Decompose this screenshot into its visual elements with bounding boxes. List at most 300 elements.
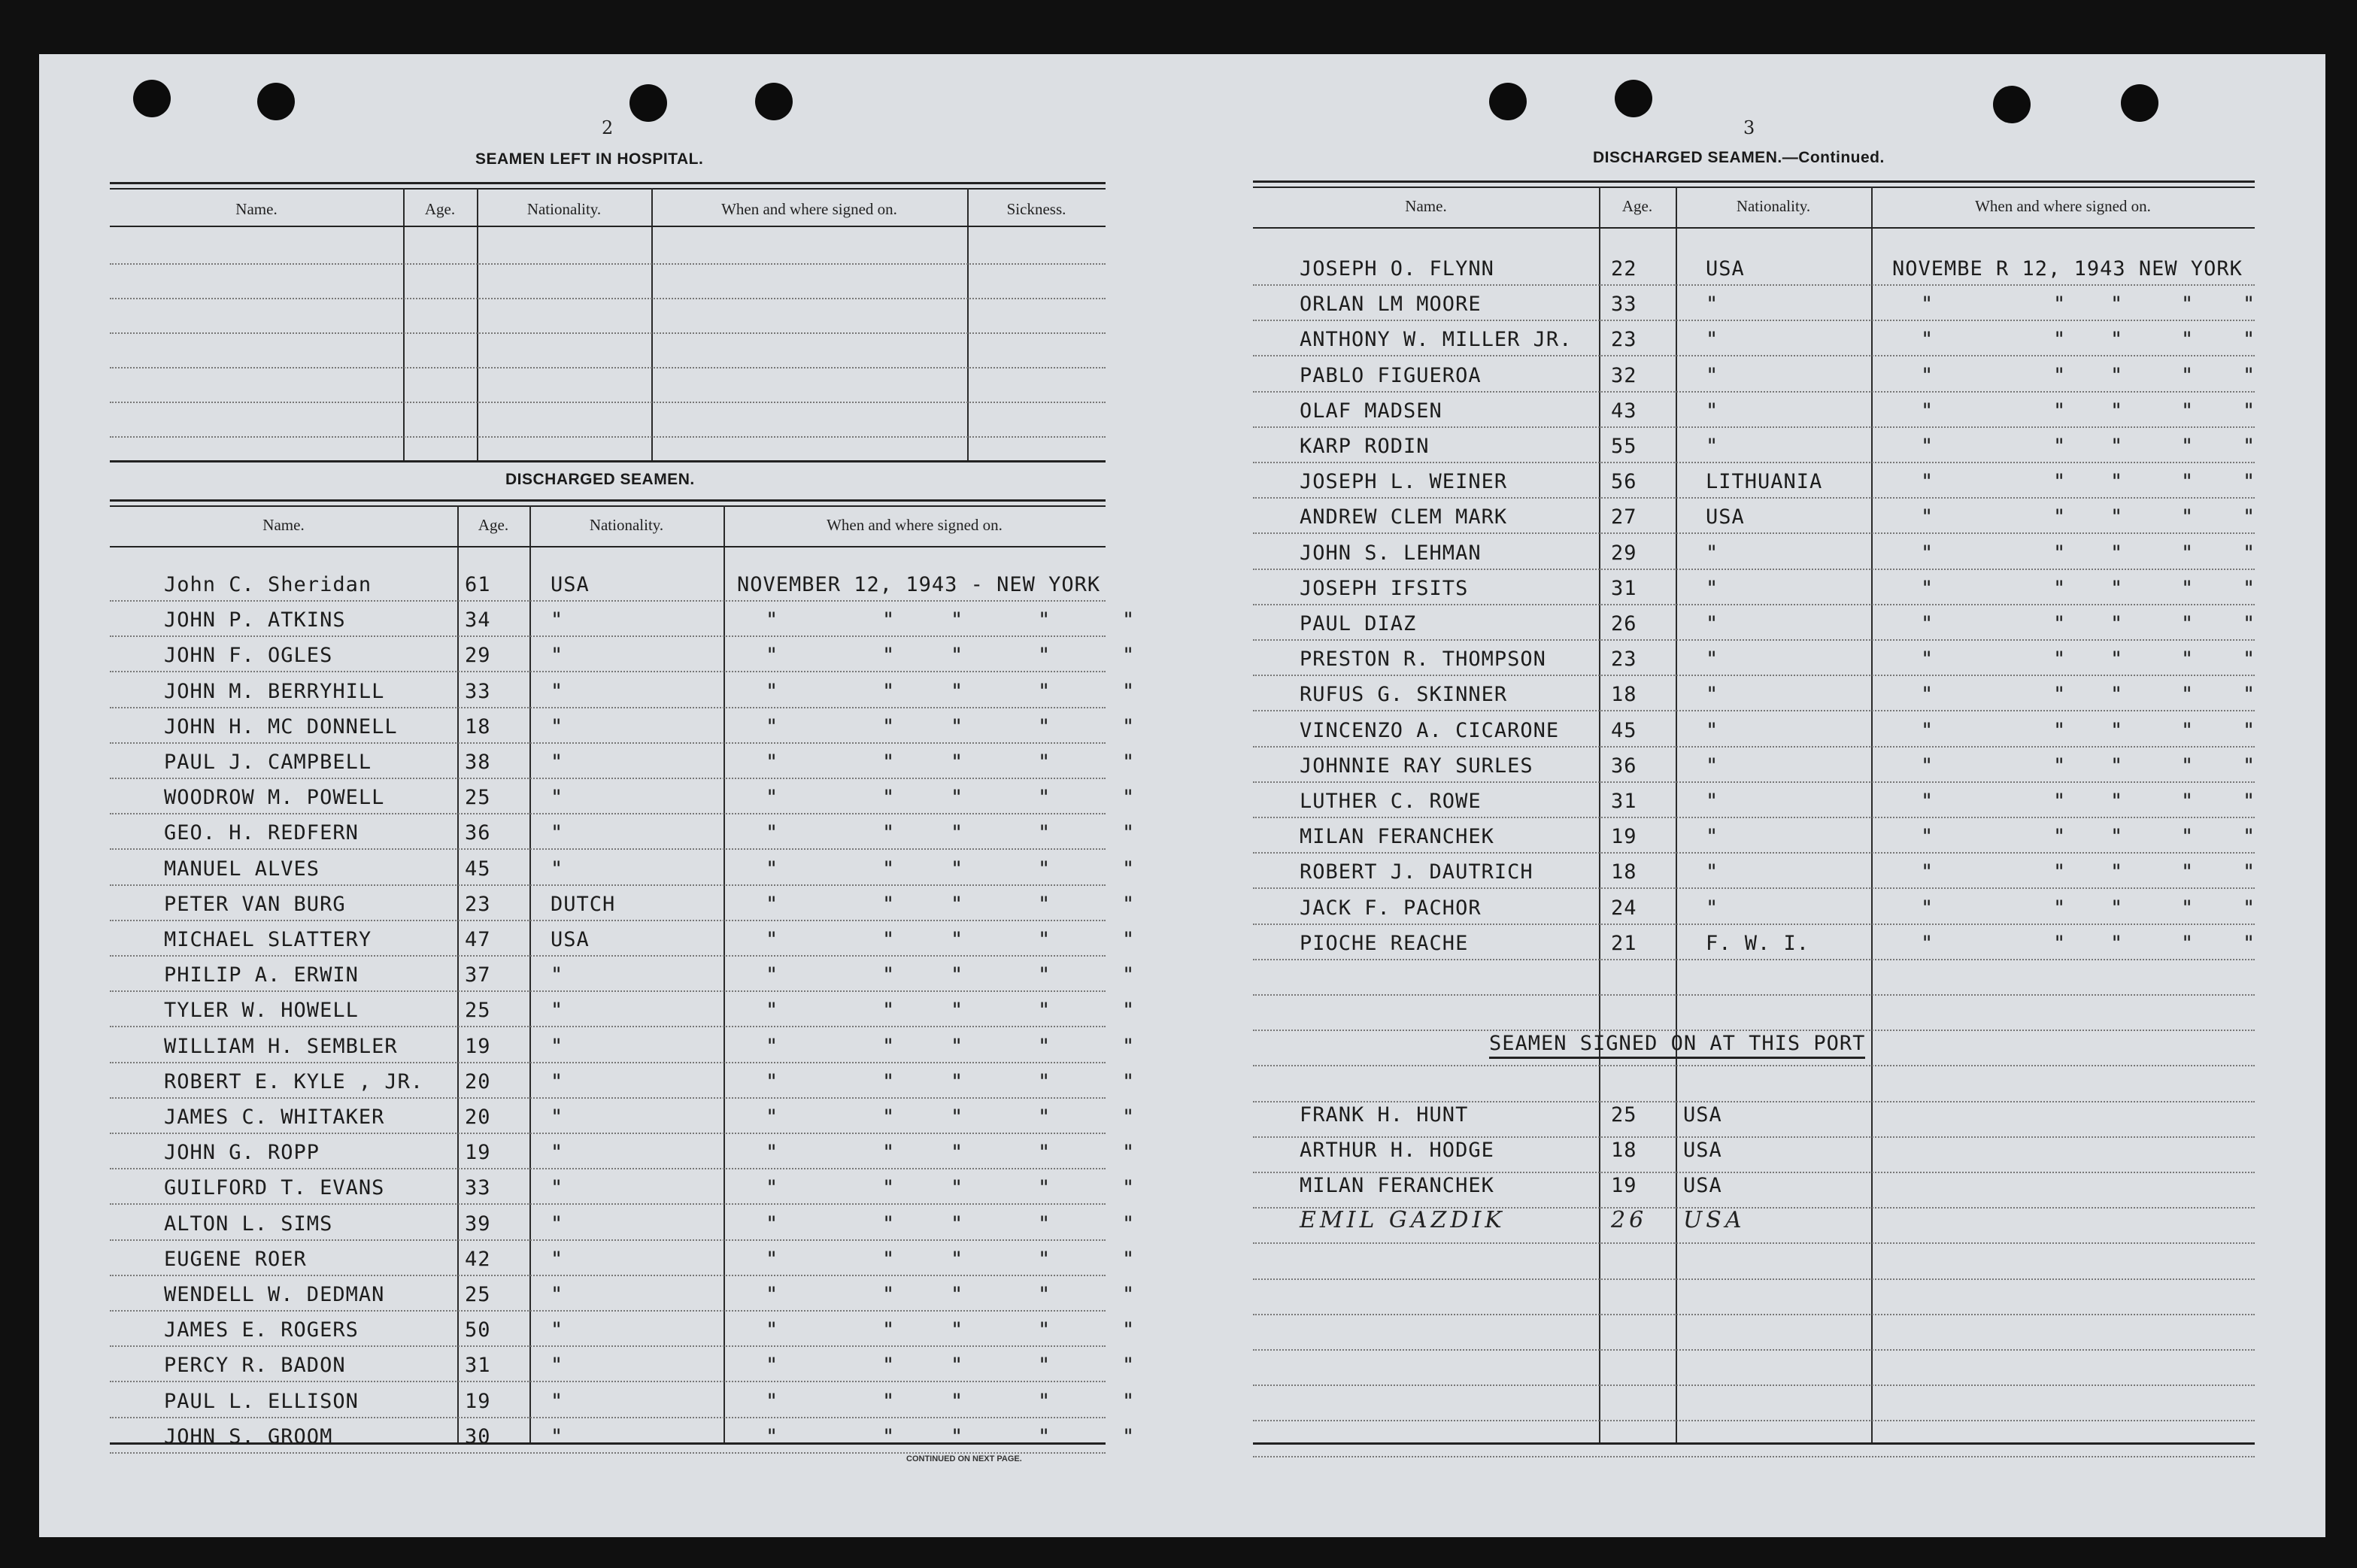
seaman-nationality: LITHUANIA (1706, 470, 1823, 494)
seaman-name: ROBERT J. DAUTRICH (1300, 860, 1533, 884)
seaman-nationality: USA (551, 573, 590, 596)
seaman-name: JOHN P. ATKINS (164, 608, 346, 632)
seaman-name: TYLER W. HOWELL (164, 999, 359, 1023)
ruled-line (110, 436, 1106, 438)
seaman-name: JAMES E. ROGERS (164, 1318, 359, 1342)
seaman-nationality: " (1706, 576, 1719, 600)
ditto-mark: " (766, 1212, 779, 1236)
seaman-nationality: " (1706, 790, 1719, 813)
seaman-age: 38 (465, 751, 491, 774)
seaman-name: GUILFORD T. EVANS (164, 1176, 385, 1200)
ruled-line (110, 1133, 1106, 1134)
ditto-mark: " (2110, 754, 2124, 778)
ruled-line (1253, 320, 2255, 321)
seaman-nationality: " (551, 1141, 564, 1165)
seaman-age: 18 (465, 714, 491, 739)
signed-on-nationality: USA (1683, 1103, 1722, 1127)
seaman-name: WILLIAM H. SEMBLER (164, 1034, 398, 1058)
ditto-mark: " (2053, 718, 2067, 742)
signed-on-name: FRANK H. HUNT (1300, 1103, 1469, 1127)
ruled-line (1253, 1420, 2255, 1421)
ditto-mark: " (2243, 399, 2256, 423)
ditto-mark: " (1122, 679, 1136, 703)
seaman-age: 50 (465, 1318, 491, 1342)
ditto-mark: " (1038, 751, 1051, 774)
ditto-mark: " (2181, 896, 2195, 920)
ruled-line (110, 778, 1106, 779)
seaman-age: 25 (465, 999, 491, 1023)
ditto-mark: " (882, 1283, 896, 1306)
ditto-mark: " (2181, 754, 2195, 778)
ditto-mark: " (2053, 754, 2067, 778)
seaman-nationality: " (1706, 718, 1719, 742)
ditto-mark: " (2053, 399, 2067, 423)
column-divider (529, 505, 531, 1442)
ditto-mark: " (1038, 1283, 1051, 1306)
ditto-mark: " (2243, 648, 2256, 672)
ditto-mark: " (951, 714, 964, 739)
ditto-mark: " (2243, 541, 2256, 565)
column-header: Name. (1405, 197, 1447, 215)
seaman-age: 22 (1611, 257, 1637, 281)
column-header: Nationality. (589, 516, 664, 534)
ruled-line (110, 1452, 1106, 1454)
seaman-age: 23 (1611, 648, 1637, 672)
ruled-line (1253, 391, 2255, 393)
seaman-name: ANTHONY W. MILLER JR. (1300, 328, 1573, 352)
column-header: When and where signed on. (721, 200, 897, 218)
ditto-mark: " (2110, 648, 2124, 672)
ditto-mark: " (766, 714, 779, 739)
ditto-mark: " (2181, 541, 2195, 565)
ditto-mark: " (2110, 399, 2124, 423)
seaman-name: PHILIP A. ERWIN (164, 963, 359, 987)
seaman-nationality: " (551, 999, 564, 1023)
ditto-mark: " (766, 1176, 779, 1200)
punch-hole (629, 84, 667, 122)
signed-on-nationality: USA (1683, 1206, 1746, 1233)
ditto-mark: " (2053, 363, 2067, 387)
ditto-mark: " (2243, 612, 2256, 635)
signed-on-nationality: USA (1683, 1139, 1722, 1163)
column-header: Age. (478, 516, 509, 534)
ruled-line (110, 1381, 1106, 1382)
ruled-line (110, 1239, 1106, 1241)
ditto-mark: " (1921, 328, 1934, 352)
seaman-age: 30 (465, 1424, 491, 1448)
ditto-mark: " (766, 892, 779, 916)
ditto-mark: " (882, 963, 896, 987)
seaman-nationality: " (1706, 683, 1719, 707)
ditto-mark: " (1038, 1318, 1051, 1342)
ditto-mark: " (951, 857, 964, 881)
ditto-mark: " (1038, 1141, 1051, 1165)
seaman-nationality: " (551, 714, 564, 739)
seaman-name: PABLO FIGUEROA (1300, 363, 1482, 387)
seaman-nationality: " (551, 679, 564, 703)
ditto-mark: " (1038, 608, 1051, 632)
rule (110, 460, 1106, 463)
ruled-line (110, 884, 1106, 886)
ditto-mark: " (882, 679, 896, 703)
seaman-age: 25 (465, 1283, 491, 1306)
seaman-age: 18 (1611, 683, 1637, 707)
seaman-name: JACK F. PACHOR (1300, 896, 1482, 920)
ditto-mark: " (1122, 751, 1136, 774)
seaman-age: 37 (465, 963, 491, 987)
ditto-mark: " (2181, 931, 2195, 955)
seaman-name: ROBERT E. KYLE , JR. (164, 1069, 424, 1093)
ditto-mark: " (1038, 963, 1051, 987)
seaman-name: ORLAN LM MOORE (1300, 293, 1482, 317)
seaman-age: 36 (1611, 754, 1637, 778)
ruled-line (1253, 284, 2255, 286)
seaman-age: 33 (465, 1176, 491, 1200)
seaman-name: PAUL L. ELLISON (164, 1389, 359, 1413)
ditto-mark: " (2110, 293, 2124, 317)
seaman-nationality: F. W. I. (1706, 931, 1810, 955)
ditto-mark: " (2053, 860, 2067, 884)
ditto-mark: " (1038, 1212, 1051, 1236)
ditto-mark: " (951, 1034, 964, 1058)
ditto-mark: " (1122, 999, 1136, 1023)
ditto-mark: " (1122, 1141, 1136, 1165)
seaman-name: PRESTON R. THOMPSON (1300, 648, 1546, 672)
ditto-mark: " (2110, 860, 2124, 884)
hospital-heading: SEAMEN LEFT IN HOSPITAL. (475, 150, 704, 168)
ditto-mark: " (2243, 576, 2256, 600)
punch-hole (133, 80, 171, 117)
ditto-mark: " (1921, 399, 1934, 423)
seaman-age: 36 (465, 821, 491, 845)
ditto-mark: " (882, 644, 896, 668)
seaman-age: 45 (1611, 718, 1637, 742)
ditto-mark: " (1122, 1176, 1136, 1200)
seaman-name: PETER VAN BURG (164, 892, 346, 916)
ditto-mark: " (882, 1354, 896, 1378)
seaman-name: ANDREW CLEM MARK (1300, 505, 1508, 529)
signed-on-name: EMIL GAZDIK (1300, 1206, 1506, 1233)
punch-hole (257, 83, 295, 120)
seaman-name: MILAN FERANCHEK (1300, 825, 1494, 849)
seaman-name: EUGENE ROER (164, 1247, 307, 1271)
seaman-name: JOHNNIE RAY SURLES (1300, 754, 1533, 778)
ditto-mark: " (882, 1389, 896, 1413)
seaman-age: 39 (465, 1212, 491, 1236)
ditto-mark: " (1921, 896, 1934, 920)
ditto-mark: " (2110, 718, 2124, 742)
seaman-nationality: " (1706, 754, 1719, 778)
seaman-age: 56 (1611, 470, 1637, 494)
ditto-mark: " (766, 786, 779, 810)
column-divider (1676, 187, 1677, 1442)
seaman-age: 19 (465, 1141, 491, 1165)
ditto-mark: " (1122, 1247, 1136, 1271)
ruled-line (110, 1275, 1106, 1276)
seaman-nationality: " (551, 1176, 564, 1200)
seaman-name: PERCY R. BADON (164, 1354, 346, 1378)
ditto-mark: " (882, 751, 896, 774)
ditto-mark: " (2110, 576, 2124, 600)
ruled-line (110, 600, 1106, 602)
seaman-age: 23 (465, 892, 491, 916)
ruled-line (110, 298, 1106, 299)
ruled-line (110, 742, 1106, 744)
right-page (1175, 54, 2325, 1537)
ditto-mark: " (766, 1318, 779, 1342)
ditto-mark: " (1122, 1424, 1136, 1448)
seaman-name: WOODROW M. POWELL (164, 786, 385, 810)
ditto-mark: " (2053, 505, 2067, 529)
ditto-mark: " (951, 608, 964, 632)
ditto-mark: " (1122, 714, 1136, 739)
ditto-mark: " (2181, 435, 2195, 458)
ruled-line (110, 1203, 1106, 1205)
ditto-mark: " (1921, 683, 1934, 707)
ditto-mark: " (2110, 328, 2124, 352)
column-header: Nationality. (526, 200, 602, 218)
ruled-line (110, 671, 1106, 672)
seaman-nationality: " (551, 1283, 564, 1306)
ditto-mark: " (882, 1069, 896, 1093)
ditto-mark: " (2243, 931, 2256, 955)
ruled-line (1253, 1456, 2255, 1457)
ditto-mark: " (1122, 1389, 1136, 1413)
signed-on: NOVEMBE R 12, 1943 NEW YORK (1892, 257, 2243, 281)
rule (110, 546, 1106, 547)
rule (1253, 227, 2255, 229)
seaman-name: JOHN S. GROOM (164, 1424, 333, 1448)
ditto-mark: " (1038, 679, 1051, 703)
seaman-nationality: " (1706, 541, 1719, 565)
column-divider (651, 188, 653, 460)
seaman-nationality: " (551, 786, 564, 810)
ditto-mark: " (2181, 790, 2195, 813)
seaman-nationality: " (551, 1212, 564, 1236)
seaman-age: 25 (465, 786, 491, 810)
ditto-mark: " (1122, 644, 1136, 668)
ditto-mark: " (1122, 857, 1136, 881)
continued-footer: CONTINUED ON NEXT PAGE. (906, 1454, 1022, 1463)
ditto-mark: " (1122, 963, 1136, 987)
ruled-line (110, 920, 1106, 921)
column-header: Age. (1621, 197, 1653, 215)
seaman-age: 23 (1611, 328, 1637, 352)
ditto-mark: " (1038, 1069, 1051, 1093)
rule (110, 226, 1106, 227)
ruled-line (110, 1026, 1106, 1027)
seaman-nationality: USA (551, 928, 590, 951)
ditto-mark: " (882, 1212, 896, 1236)
ditto-mark: " (882, 999, 896, 1023)
seaman-age: 31 (465, 1354, 491, 1378)
seaman-nationality: " (551, 1247, 564, 1271)
ditto-mark: " (2053, 435, 2067, 458)
ditto-mark: " (766, 1105, 779, 1129)
punch-hole (1615, 80, 1652, 117)
seaman-name: PAUL DIAZ (1300, 612, 1417, 635)
ditto-mark: " (2181, 612, 2195, 635)
seaman-nationality: " (1706, 363, 1719, 387)
ditto-mark: " (2181, 399, 2195, 423)
ditto-mark: " (766, 1424, 779, 1448)
ruled-line (1253, 1278, 2255, 1280)
ditto-mark: " (1921, 612, 1934, 635)
ditto-mark: " (766, 608, 779, 632)
seaman-nationality: " (1706, 825, 1719, 849)
ditto-mark: " (2243, 860, 2256, 884)
ditto-mark: " (1038, 1176, 1051, 1200)
ditto-mark: " (882, 821, 896, 845)
rule (110, 182, 1106, 184)
ditto-mark: " (1038, 1034, 1051, 1058)
seaman-name: ALTON L. SIMS (164, 1212, 333, 1236)
column-header: Name. (235, 200, 278, 218)
ditto-mark: " (2181, 648, 2195, 672)
seaman-name: JOSEPH IFSITS (1300, 576, 1469, 600)
ruled-line (1253, 1030, 2255, 1031)
ditto-mark: " (2243, 363, 2256, 387)
ruled-line (110, 1062, 1106, 1063)
punch-hole (1993, 86, 2031, 123)
punch-hole (755, 83, 793, 120)
ditto-mark: " (882, 714, 896, 739)
ditto-mark: " (1921, 363, 1934, 387)
ditto-mark: " (1038, 928, 1051, 951)
seaman-name: VINCENZO A. CICARONE (1300, 718, 1560, 742)
ruled-line (1253, 462, 2255, 463)
ditto-mark: " (1921, 790, 1934, 813)
ditto-mark: " (2110, 931, 2124, 955)
ditto-mark: " (2243, 505, 2256, 529)
ditto-mark: " (766, 1354, 779, 1378)
ditto-mark: " (1921, 541, 1934, 565)
ditto-mark: " (2053, 293, 2067, 317)
seaman-nationality: " (551, 1354, 564, 1378)
ditto-mark: " (1122, 1212, 1136, 1236)
seaman-age: 29 (1611, 541, 1637, 565)
ruled-line (1253, 1314, 2255, 1315)
ditto-mark: " (2181, 470, 2195, 494)
ditto-mark: " (1122, 1354, 1136, 1378)
ditto-mark: " (766, 679, 779, 703)
ditto-mark: " (766, 1034, 779, 1058)
ditto-mark: " (2053, 576, 2067, 600)
column-header: When and where signed on. (1975, 197, 2151, 215)
ruled-line (110, 367, 1106, 368)
ruled-line (1253, 994, 2255, 996)
ditto-mark: " (1038, 644, 1051, 668)
signed-on-nationality: USA (1683, 1174, 1722, 1198)
signed-on-age: 25 (1611, 1103, 1637, 1127)
ditto-mark: " (2110, 896, 2124, 920)
ditto-mark: " (2053, 328, 2067, 352)
ditto-mark: " (882, 928, 896, 951)
ditto-mark: " (2243, 754, 2256, 778)
ruled-line (110, 263, 1106, 265)
ditto-mark: " (766, 1283, 779, 1306)
seaman-name: RUFUS G. SKINNER (1300, 683, 1508, 707)
seaman-age: 47 (465, 928, 491, 951)
ditto-mark: " (2181, 363, 2195, 387)
ditto-mark: " (2110, 683, 2124, 707)
seaman-name: KARP RODIN (1300, 435, 1430, 458)
seaman-nationality: " (551, 1069, 564, 1093)
seaman-nationality: " (551, 1389, 564, 1413)
ditto-mark: " (882, 1176, 896, 1200)
ditto-mark: " (882, 1105, 896, 1129)
seaman-nationality: USA (1706, 257, 1745, 281)
ditto-mark: " (1038, 1389, 1051, 1413)
ditto-mark: " (766, 1141, 779, 1165)
ditto-mark: " (766, 999, 779, 1023)
seaman-nationality: " (551, 857, 564, 881)
left-page (39, 54, 1175, 1537)
seaman-age: 27 (1611, 505, 1637, 529)
seaman-name: MICHAEL SLATTERY (164, 928, 372, 951)
rule (110, 505, 1106, 507)
signed-on-age: 26 (1611, 1206, 1648, 1233)
seaman-name: WENDELL W. DEDMAN (164, 1283, 385, 1306)
signed-on-name: ARTHUR H. HODGE (1300, 1139, 1494, 1163)
ruled-line (1253, 604, 2255, 605)
ditto-mark: " (951, 679, 964, 703)
ditto-mark: " (951, 1354, 964, 1378)
ruled-line (1253, 1136, 2255, 1138)
ditto-mark: " (1038, 821, 1051, 845)
seaman-age: 34 (465, 608, 491, 632)
ditto-mark: " (766, 1069, 779, 1093)
ditto-mark: " (2053, 931, 2067, 955)
ditto-mark: " (1038, 1247, 1051, 1271)
page-number: 2 (602, 117, 614, 138)
ditto-mark: " (951, 892, 964, 916)
seaman-name: JOHN H. MC DONNELL (164, 714, 398, 739)
ditto-mark: " (766, 963, 779, 987)
column-header: When and where signed on. (827, 516, 1003, 534)
ditto-mark: " (882, 786, 896, 810)
ditto-mark: " (2110, 505, 2124, 529)
ditto-mark: " (1038, 857, 1051, 881)
column-divider (1871, 187, 1873, 1442)
seaman-nationality: " (1706, 896, 1719, 920)
seaman-nationality: " (551, 1105, 564, 1129)
signed-on-name: MILAN FERANCHEK (1300, 1174, 1494, 1198)
seaman-nationality: " (1706, 399, 1719, 423)
column-divider (967, 188, 969, 460)
ditto-mark: " (2053, 648, 2067, 672)
seaman-nationality: " (1706, 860, 1719, 884)
ditto-mark: " (2110, 435, 2124, 458)
ditto-mark: " (1038, 1424, 1051, 1448)
ditto-mark: " (766, 1389, 779, 1413)
seaman-age: 45 (465, 857, 491, 881)
ruled-line (1253, 675, 2255, 676)
ditto-mark: " (1921, 293, 1934, 317)
seaman-nationality: DUTCH (551, 892, 616, 916)
ditto-mark: " (951, 999, 964, 1023)
ditto-mark: " (951, 1212, 964, 1236)
ditto-mark: " (2181, 860, 2195, 884)
ruled-line (1253, 852, 2255, 854)
seaman-name: JAMES C. WHITAKER (164, 1105, 385, 1129)
ditto-mark: " (2053, 825, 2067, 849)
ruled-line (110, 1168, 1106, 1169)
seaman-name: MANUEL ALVES (164, 857, 320, 881)
ditto-mark: " (2243, 328, 2256, 352)
ditto-mark: " (1122, 1034, 1136, 1058)
seaman-age: 61 (465, 573, 491, 596)
